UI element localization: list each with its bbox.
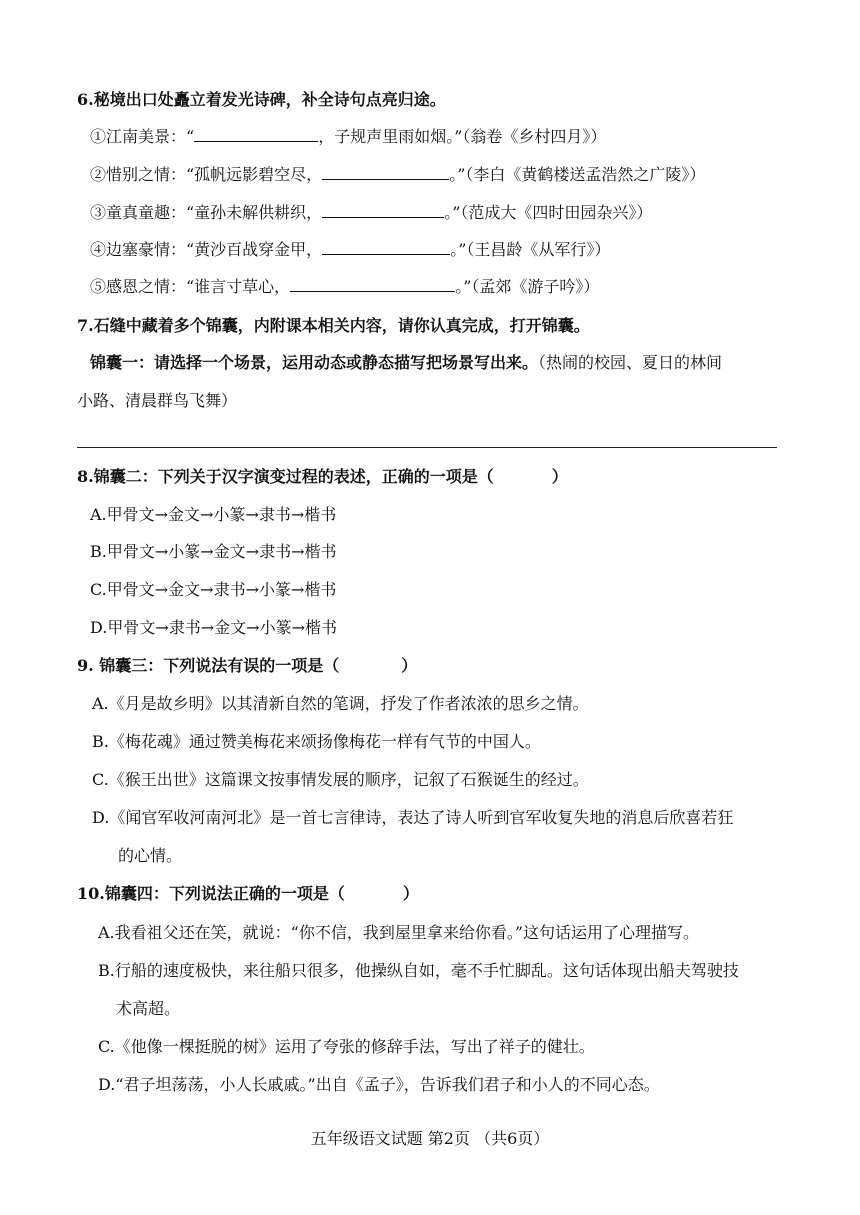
q8-option-d[interactable]: D.甲骨文→隶书→金文→小篆→楷书	[90, 618, 337, 637]
page-footer: 五年级语文试题 第2页 （共6页）	[310, 1129, 550, 1148]
q6-item-5	[90, 276, 599, 298]
q6-item-5-post: 。”（孟郊《游子吟》）	[455, 277, 600, 296]
q6-item-4	[90, 239, 610, 261]
question-8-title	[77, 466, 568, 488]
q6-blank-2[interactable]	[322, 164, 449, 180]
q10-title-text: 10.锦囊四：下列说法正确的一项是（	[77, 884, 345, 903]
q6-blank-4[interactable]	[322, 239, 450, 255]
q6-item-2	[90, 164, 705, 186]
q9-option-c[interactable]: C.《猴王出世》这篇课文按事情发展的顺序，记叙了石猴诞生的经过。	[92, 770, 589, 789]
q9-option-d-cont: 的心情。	[118, 846, 183, 865]
q6-item-4-post: 。”（王昌龄《从军行》）	[450, 240, 611, 259]
q10-option-d[interactable]: D.“君子坦荡荡，小人长戚戚。”出自《孟子》，告诉我们君子和小人的不同心态。	[98, 1075, 660, 1094]
q10-option-c[interactable]: C.《他像一棵挺脱的树》运用了夸张的修辞手法，写出了祥子的健壮。	[98, 1037, 595, 1056]
q6-item-1-post: ，子规声里雨如烟。”（翁卷《乡村四月》）	[318, 127, 607, 146]
q6-item-5-pre: ⑤感恩之情：“谁言寸草心，	[90, 277, 291, 296]
q6-item-1-pre: ①江南美景：“	[90, 127, 195, 146]
answer-line[interactable]	[77, 447, 777, 448]
q10-option-b[interactable]: B.行船的速度极快，来往船只很多，他操纵自如，毫不手忙脚乱。这句话体现出船夫驾驶技	[98, 961, 739, 980]
q7-bag1-instruction: 锦囊一：请选择一个场景，运用动态或静态描写把场景写出来。	[90, 353, 539, 372]
q9-option-b[interactable]: B.《梅花魂》通过赞美梅花来颂扬像梅花一样有气节的中国人。	[92, 732, 541, 751]
q8-option-b[interactable]: B.甲骨文→小篆→金文→隶书→楷书	[90, 542, 337, 561]
q8-title-text: 8.锦囊二：下列关于汉字演变过程的表述，正确的一项是（	[77, 467, 494, 486]
q6-item-2-pre: ②惜别之情：“孤帆远影碧空尽，	[90, 165, 323, 184]
question-10-title	[77, 883, 419, 905]
q6-item-3	[90, 202, 652, 224]
q9-title-text: 9. 锦囊三：下列说法有误的一项是（	[77, 656, 340, 675]
q6-item-4-pre: ④边塞豪情：“黄沙百战穿金甲，	[90, 240, 323, 259]
q10-title-close: ）	[402, 884, 419, 903]
q6-item-3-pre: ③童真童趣：“童孙未解供耕织，	[90, 203, 323, 222]
q9-option-d[interactable]: D.《闻官军收河南河北》是一首七言律诗，表达了诗人听到官军收复失地的消息后欣喜若狂	[92, 808, 734, 827]
q9-title-close: ）	[401, 656, 418, 675]
q6-blank-1[interactable]	[194, 126, 318, 142]
q6-blank-5[interactable]	[290, 276, 455, 292]
q8-option-a[interactable]: A.甲骨文→金文→小篆→隶书→楷书	[90, 505, 337, 524]
q7-bag1-scenes: （热闹的校园、夏日的林间	[538, 353, 723, 372]
q7-bag1-line2: 小路、清晨群鸟飞舞）	[77, 391, 238, 410]
q10-option-a[interactable]: A.我看祖父还在笑，就说：“你不信，我到屋里拿来给你看。”这句话运用了心理描写。	[98, 923, 700, 942]
q8-option-c[interactable]: C.甲骨文→金文→隶书→小篆→楷书	[90, 580, 337, 599]
q6-item-1	[90, 126, 606, 148]
q6-item-3-post: 。”（范成大《四时田园杂兴》）	[444, 203, 653, 222]
question-9-title	[77, 655, 417, 677]
q9-option-a[interactable]: A.《月是故乡明》以其清新自然的笔调，抒发了作者浓浓的思乡之情。	[92, 694, 589, 713]
q6-blank-3[interactable]	[322, 202, 444, 218]
q10-option-b-cont: 术高超。	[116, 999, 181, 1018]
question-6-title: 6.秘境出口处矗立着发光诗碑，补全诗句点亮归途。	[77, 90, 446, 109]
q6-item-2-post: 。”（李白《黄鹤楼送孟浩然之广陵》）	[449, 165, 706, 184]
question-7-title: 7.石缝中藏着多个锦囊，内附课本相关内容，请你认真完成，打开锦囊。	[77, 316, 590, 335]
q8-title-close: ）	[551, 467, 568, 486]
q7-bag1	[90, 352, 722, 374]
